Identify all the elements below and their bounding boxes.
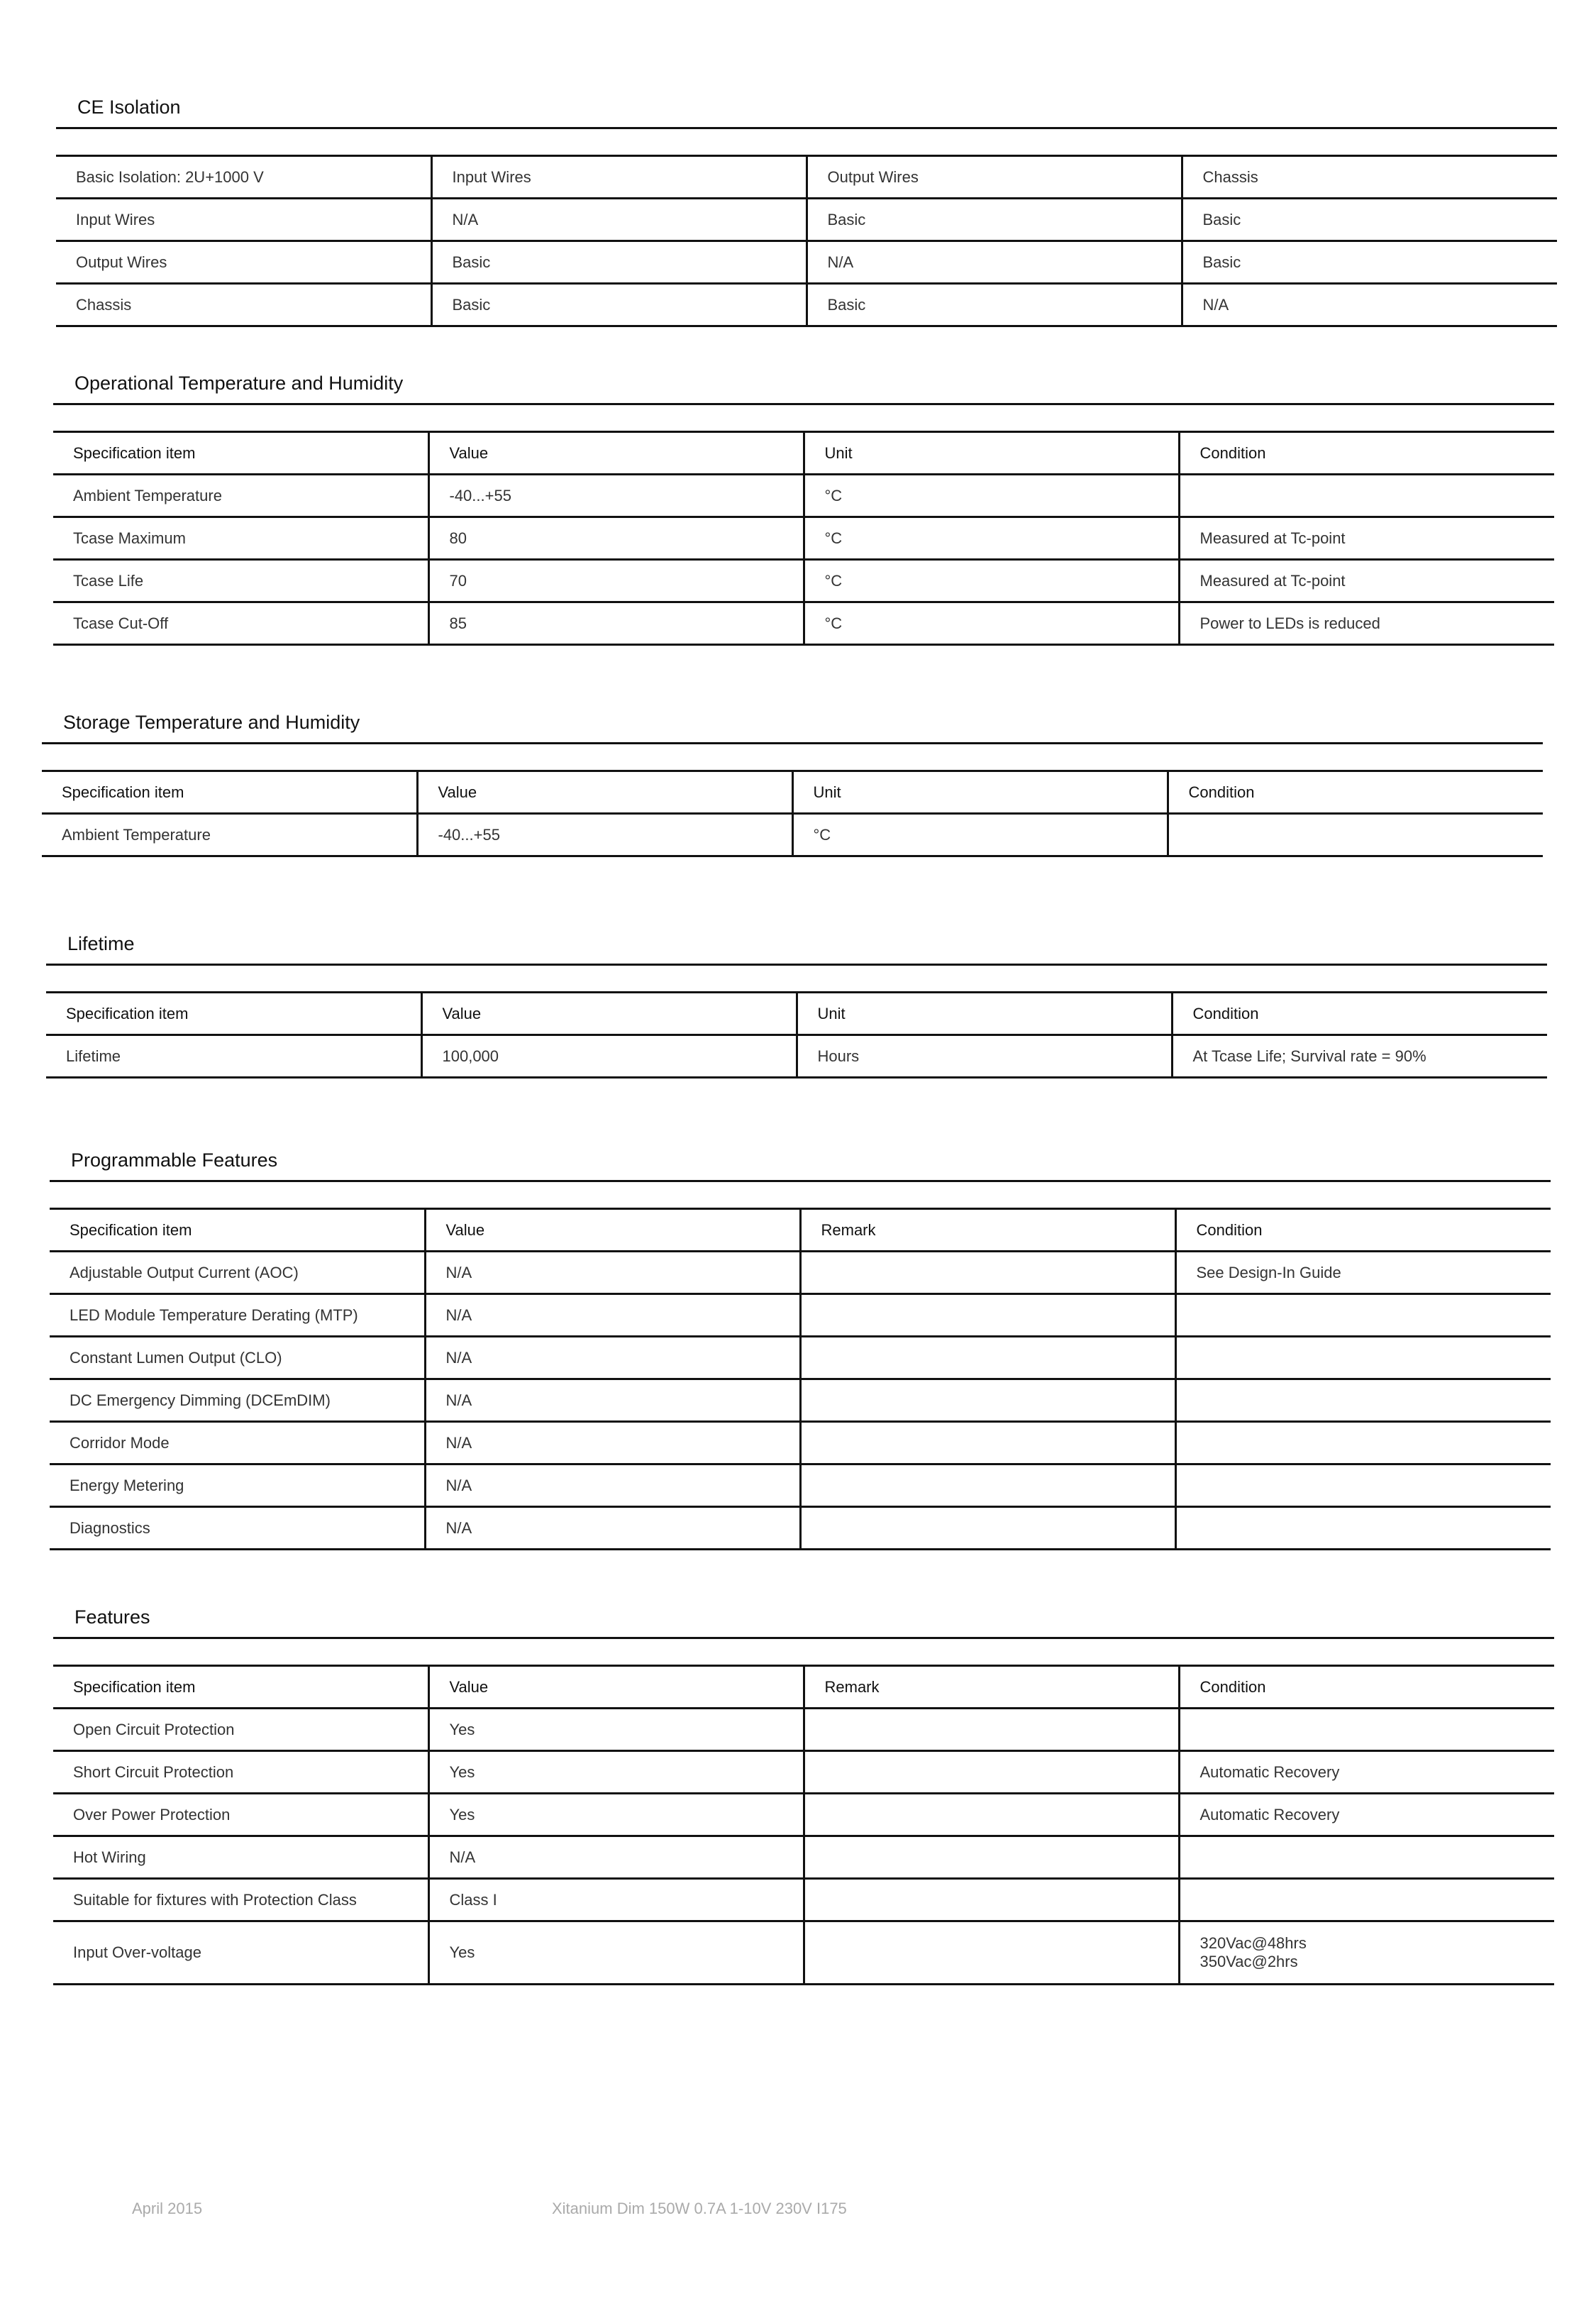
table-cell: N/A: [425, 1252, 800, 1294]
table-row: [53, 602, 1554, 645]
column-header: Specification item: [46, 993, 421, 1035]
table-row: [56, 199, 1557, 241]
storage-temperature-table: [42, 770, 1543, 857]
column-header: Remark: [804, 1666, 1179, 1709]
column-header: Condition: [1172, 993, 1547, 1035]
table-cell: Class I: [428, 1879, 804, 1921]
column-header: Specification item: [53, 1666, 428, 1709]
table-cell: [804, 1751, 1179, 1794]
table-row: [56, 156, 1557, 199]
table-cell: Short Circuit Protection: [53, 1751, 428, 1794]
table-cell: Hot Wiring: [53, 1836, 428, 1879]
column-header: Value: [428, 1666, 804, 1709]
table-cell: Input Wires: [431, 156, 807, 199]
section-title: CE Isolation: [77, 96, 181, 118]
table-cell: [1175, 1337, 1551, 1379]
programmable-features-table: [50, 1208, 1551, 1550]
table-cell: Output Wires: [807, 156, 1182, 199]
table-cell: Tcase Life: [53, 560, 428, 602]
table-cell: [800, 1337, 1175, 1379]
table-cell: See Design-In Guide: [1175, 1252, 1551, 1294]
table-cell: Measured at Tc-point: [1179, 560, 1554, 602]
table-cell: [800, 1252, 1175, 1294]
table-cell: Yes: [428, 1709, 804, 1751]
table-cell: N/A: [425, 1379, 800, 1422]
table-cell: °C: [804, 475, 1179, 517]
table-cell: [1179, 475, 1554, 517]
table-cell: Automatic Recovery: [1179, 1751, 1554, 1794]
table-cell: [804, 1879, 1179, 1921]
table-cell: Power to LEDs is reduced: [1179, 602, 1554, 645]
table-row: [53, 1709, 1554, 1751]
table-row: [53, 560, 1554, 602]
column-header: Specification item: [50, 1209, 425, 1252]
table-row: [50, 1337, 1551, 1379]
table-row: [50, 1252, 1551, 1294]
table-cell: Chassis: [1182, 156, 1557, 199]
column-header: Value: [428, 432, 804, 475]
table-cell: [804, 1921, 1179, 1985]
table-cell: [1179, 1836, 1554, 1879]
table-row: [50, 1379, 1551, 1422]
table-cell: Energy Metering: [50, 1464, 425, 1507]
table-cell: °C: [804, 602, 1179, 645]
table-row: [53, 517, 1554, 560]
table-cell: Output Wires: [56, 241, 431, 284]
table-header-row: [46, 993, 1547, 1035]
column-header: Remark: [800, 1209, 1175, 1252]
table-row: [53, 1751, 1554, 1794]
table-cell: Basic: [1182, 241, 1557, 284]
section-operational-temperature: [53, 363, 1554, 646]
table-cell: [1179, 1879, 1554, 1921]
section-title: Lifetime: [67, 933, 135, 954]
table-cell: Adjustable Output Current (AOC): [50, 1252, 425, 1294]
table-cell: N/A: [425, 1337, 800, 1379]
section-lifetime: [46, 924, 1547, 1078]
table-cell: Hours: [797, 1035, 1172, 1078]
table-cell: 320Vac@48hrs 350Vac@2hrs: [1179, 1921, 1554, 1985]
section-title: Programmable Features: [71, 1149, 278, 1171]
table-row: [46, 1035, 1547, 1078]
column-header: Unit: [792, 771, 1168, 814]
footer-date: April 2015: [132, 2200, 203, 2217]
table-header-row: [53, 1666, 1554, 1709]
table-row: [53, 475, 1554, 517]
table-row: [53, 1921, 1554, 1985]
table-cell: Yes: [428, 1794, 804, 1836]
table-cell: °C: [804, 517, 1179, 560]
column-header: Unit: [804, 432, 1179, 475]
table-cell: [1175, 1422, 1551, 1464]
table-row: [50, 1507, 1551, 1550]
table-row: [53, 1836, 1554, 1879]
section-ce-isolation: [56, 87, 1557, 327]
table-cell: [800, 1294, 1175, 1337]
table-cell: Over Power Protection: [53, 1794, 428, 1836]
column-header: Value: [421, 993, 797, 1035]
column-header: Specification item: [42, 771, 417, 814]
table-cell: °C: [792, 814, 1168, 856]
table-cell: Automatic Recovery: [1179, 1794, 1554, 1836]
ce-isolation-table: [56, 155, 1557, 327]
table-cell: Ambient Temperature: [53, 475, 428, 517]
table-cell: Tcase Maximum: [53, 517, 428, 560]
section-programmable-features: [50, 1140, 1551, 1550]
column-header: Condition: [1179, 432, 1554, 475]
table-cell: °C: [804, 560, 1179, 602]
features-table: [53, 1665, 1554, 1985]
column-header: Condition: [1175, 1209, 1551, 1252]
table-cell: Ambient Temperature: [42, 814, 417, 856]
table-cell: [804, 1794, 1179, 1836]
table-cell: [1175, 1379, 1551, 1422]
table-cell: Corridor Mode: [50, 1422, 425, 1464]
column-header: Specification item: [53, 432, 428, 475]
table-row: [53, 1794, 1554, 1836]
table-cell: -40...+55: [417, 814, 792, 856]
footer-product: Xitanium Dim 150W 0.7A 1-10V 230V I175: [552, 2200, 847, 2217]
table-cell: [1175, 1294, 1551, 1337]
column-header: Value: [425, 1209, 800, 1252]
section-features: [53, 1597, 1554, 1985]
table-row: [50, 1464, 1551, 1507]
table-cell: At Tcase Life; Survival rate = 90%: [1172, 1035, 1547, 1078]
section-title: Operational Temperature and Humidity: [74, 373, 404, 394]
table-row: [50, 1294, 1551, 1337]
table-cell: Basic Isolation: 2U+1000 V: [56, 156, 431, 199]
table-cell: [800, 1464, 1175, 1507]
table-header-row: [53, 432, 1554, 475]
table-cell: Yes: [428, 1921, 804, 1985]
table-cell: 70: [428, 560, 804, 602]
table-cell: Lifetime: [46, 1035, 421, 1078]
table-cell: Tcase Cut-Off: [53, 602, 428, 645]
table-row: [56, 241, 1557, 284]
table-cell: [1175, 1507, 1551, 1550]
table-cell: Diagnostics: [50, 1507, 425, 1550]
table-cell: Open Circuit Protection: [53, 1709, 428, 1751]
table-cell: 85: [428, 602, 804, 645]
column-header: Value: [417, 771, 792, 814]
table-row: [50, 1422, 1551, 1464]
table-cell: [800, 1379, 1175, 1422]
table-cell: N/A: [428, 1836, 804, 1879]
table-cell: N/A: [1182, 284, 1557, 326]
table-header-row: [42, 771, 1543, 814]
table-cell: [1175, 1464, 1551, 1507]
table-cell: Input Wires: [56, 199, 431, 241]
table-row: [42, 814, 1543, 856]
table-cell: Suitable for fixtures with Protection Class: [53, 1879, 428, 1921]
column-header: Condition: [1168, 771, 1543, 814]
table-cell: Basic: [807, 284, 1182, 326]
table-cell: [1168, 814, 1543, 856]
table-cell: [804, 1709, 1179, 1751]
table-cell: 80: [428, 517, 804, 560]
table-cell: [804, 1836, 1179, 1879]
table-cell: Constant Lumen Output (CLO): [50, 1337, 425, 1379]
table-cell: 100,000: [421, 1035, 797, 1078]
table-cell: N/A: [807, 241, 1182, 284]
table-cell: LED Module Temperature Derating (MTP): [50, 1294, 425, 1337]
section-title: Features: [74, 1606, 150, 1628]
table-cell: -40...+55: [428, 475, 804, 517]
table-cell: DC Emergency Dimming (DCEmDIM): [50, 1379, 425, 1422]
table-cell: Input Over-voltage: [53, 1921, 428, 1985]
table-cell: Basic: [1182, 199, 1557, 241]
column-header: Condition: [1179, 1666, 1554, 1709]
section-storage-temperature: [42, 702, 1543, 857]
table-cell: Basic: [431, 241, 807, 284]
operational-temperature-table: [53, 431, 1554, 646]
table-cell: [800, 1422, 1175, 1464]
section-title: Storage Temperature and Humidity: [63, 712, 360, 733]
table-cell: [800, 1507, 1175, 1550]
table-cell: N/A: [425, 1422, 800, 1464]
table-row: [53, 1879, 1554, 1921]
table-cell: Measured at Tc-point: [1179, 517, 1554, 560]
table-cell: N/A: [425, 1507, 800, 1550]
table-cell: N/A: [425, 1464, 800, 1507]
table-cell: Basic: [431, 284, 807, 326]
column-header: Unit: [797, 993, 1172, 1035]
table-cell: Yes: [428, 1751, 804, 1794]
table-row: [56, 284, 1557, 326]
table-cell: [1179, 1709, 1554, 1751]
lifetime-table: [46, 991, 1547, 1078]
table-cell: N/A: [431, 199, 807, 241]
table-cell: Chassis: [56, 284, 431, 326]
table-cell: Basic: [807, 199, 1182, 241]
table-header-row: [50, 1209, 1551, 1252]
table-cell: N/A: [425, 1294, 800, 1337]
